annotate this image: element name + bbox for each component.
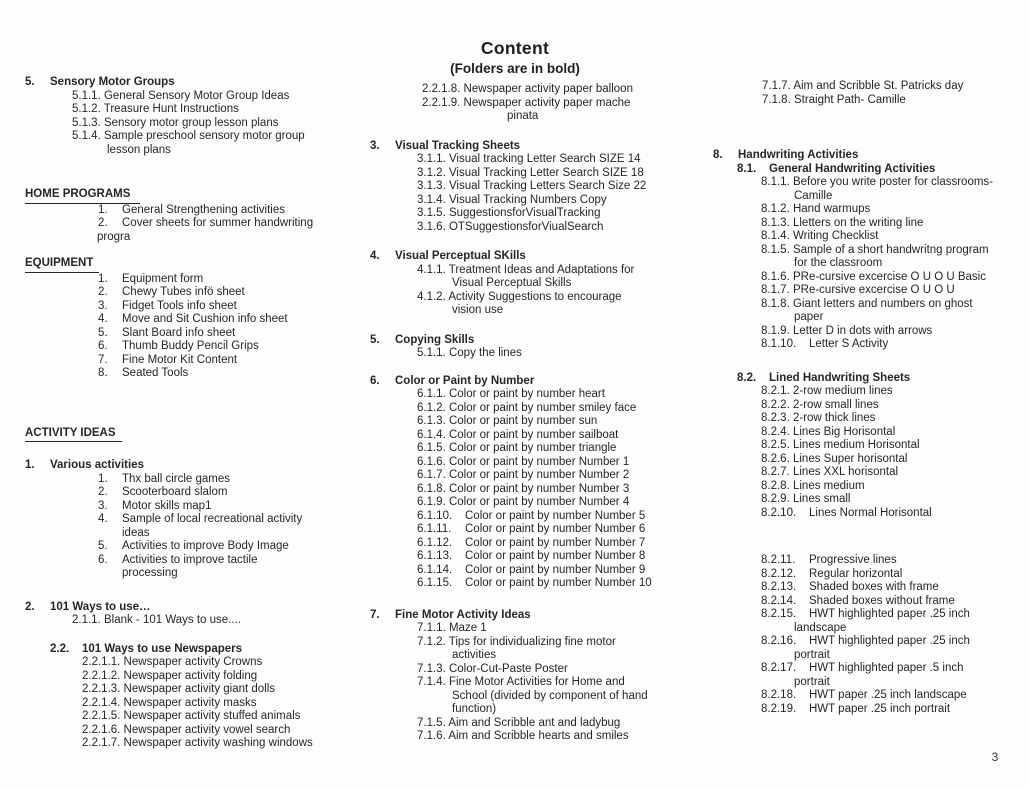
toc-line: 6.1.5. Color or paint by number triangle — [417, 442, 617, 454]
toc-line: 8.1.10. Letter S Activity — [761, 338, 889, 350]
toc-line: 8.2.1. 2-row medium lines — [761, 385, 893, 397]
toc-line: 7. Fine Motor Kit Content — [98, 353, 238, 366]
toc-line: 6.1.3. Color or paint by number sun — [417, 415, 598, 427]
toc-line: 6.1.15. Color or paint by number Number 10 — [417, 577, 652, 589]
toc-line: 4.1.2. Activity Suggestions to encourage — [417, 290, 622, 303]
toc-line: HOME PROGRAMS — [25, 188, 337, 204]
toc-line: 1. Various activities — [25, 459, 144, 471]
toc-line: activities — [452, 649, 497, 661]
toc-line: 5.1.2. Treasure Hunt Instructions — [72, 103, 239, 115]
toc-line: 6.1.7. Color or paint by number Number 2 — [417, 469, 630, 481]
toc-line: 8.1.5. Sample of a short handwritng program — [761, 243, 989, 256]
toc-line: 2.2.1.1. Newspaper activity Crowns — [82, 656, 263, 668]
toc-line: 3.1.2. Visual Tracking Letter Search SIZE 18 — [417, 166, 644, 179]
toc-line: 5.1.1. Copy the lines — [417, 347, 522, 359]
toc-line: 3.1.1. Visual tracking Letter Search SIZE 14 — [417, 153, 641, 165]
toc-line: 8.1. General Handwriting Activities — [737, 162, 936, 175]
toc-line: 3.1.5. SuggestionsforVisualTracking — [417, 207, 601, 219]
toc-line: progra — [97, 230, 131, 243]
toc-line: processing — [122, 567, 178, 579]
toc-line: 8. Handwriting Activities — [713, 149, 859, 161]
toc-line: 7.1.3. Color-Cut-Paste Poster — [417, 662, 568, 675]
toc-line: 2. 101 Ways to use… — [25, 600, 151, 613]
toc-line: lesson plans — [107, 143, 171, 156]
toc-line: 3. Fidget Tools info sheet — [98, 299, 237, 312]
toc-line: 3. Visual Tracking Sheets — [370, 139, 521, 152]
toc-line: 5.1.3. Sensory motor group lesson plans — [72, 116, 279, 129]
toc-line: 1. Thx ball circle games — [98, 472, 231, 485]
toc-line: 6. Color or Paint by Number — [370, 374, 535, 387]
toc-line: 8.2.6. Lines Super horisontal — [761, 452, 908, 465]
toc-line: 1. General Strengthening activities — [98, 203, 286, 216]
toc-line: 7.1.7. Aim and Scribble St. Patricks day — [762, 80, 964, 92]
toc-line: 7.1.8. Straight Path- Camille — [762, 93, 906, 106]
toc-line: 6.1.12. Color or paint by number Number 7 — [417, 536, 646, 549]
toc-line: 4. Sample of local recreational activity — [98, 513, 303, 525]
toc-line: 3.1.3. Visual Tracking Letters Search Size 22 — [417, 180, 647, 192]
toc-line: 2.2. 101 Ways to use Newspapers — [50, 642, 243, 655]
toc-line: School (divided by component of hand — [452, 689, 648, 702]
toc-line: ACTIVITY IDEAS — [25, 427, 337, 443]
toc-line: 8.1.8. Giant letters and numbers on ghost — [761, 297, 973, 310]
toc-line: 8.2.18. HWT paper .25 inch landscape — [761, 689, 967, 701]
toc-line: 5. Copying Skills — [370, 333, 475, 346]
toc-line: 8.2.4. Lines Big Horisontal — [761, 425, 896, 438]
toc-line: 8.1.7. PRe-cursive excercise O U O U — [761, 284, 955, 296]
toc-line: 8.2.13. Shaded boxes with frame — [761, 581, 939, 593]
toc-line: for the classroom — [794, 257, 883, 269]
toc-line: 4. Move and Sit Cushion info sheet — [98, 313, 288, 325]
toc-line: 7.1.1. Maze 1 — [417, 622, 487, 634]
page-title: Content — [480, 38, 550, 58]
toc-line: 4.1.1. Treatment Ideas and Adaptations for — [417, 263, 635, 276]
toc-line: 8.2.12. Regular horizontal — [761, 567, 903, 580]
toc-line: 6. Thumb Buddy Pencil Grips — [98, 340, 259, 352]
toc-line: 8.2.19. HWT paper .25 inch portrait — [761, 702, 951, 715]
toc-line: 2.2.1.8. Newspaper activity paper balloon — [422, 83, 633, 95]
toc-line: 5.1.1. General Sensory Motor Group Ideas — [72, 89, 290, 102]
page-subtitle: (Folders are in bold) — [450, 61, 580, 76]
toc-line: 6.1.14. Color or paint by number Number 9 — [417, 563, 646, 576]
toc-line: 8.2.17. HWT highlighted paper .5 inch — [761, 662, 964, 674]
toc-line: 2.2.1.9. Newspaper activity paper mache — [422, 96, 631, 109]
toc-line: 8.1.1. Before you write poster for classrooms- — [761, 176, 994, 188]
toc-line: 8.2.3. 2-row thick lines — [761, 412, 876, 424]
toc-line: 8.1.2. Hand warmups — [761, 203, 871, 215]
toc-line: 8.2. Lined Handwriting Sheets — [737, 371, 911, 384]
toc-line: 7.1.2. Tips for individualizing fine motor — [417, 635, 616, 648]
toc-line: Camille — [794, 189, 833, 202]
toc-line: 8.2.2. 2-row small lines — [761, 398, 879, 411]
toc-line: function) — [452, 703, 497, 715]
toc-line: 6.1.8. Color or paint by number Number 3 — [417, 482, 630, 495]
toc-line: pinata — [507, 110, 539, 122]
toc-line: 8.2.9. Lines small — [761, 493, 851, 505]
toc-line: 8.1.9. Letter D in dots with arrows — [761, 324, 933, 337]
toc-line: 5.1.4. Sample preschool sensory motor group — [72, 130, 305, 142]
toc-line: 2.2.1.3. Newspaper activity giant dolls — [82, 683, 276, 695]
toc-line: 6.1.6. Color or paint by number Number 1 — [417, 455, 630, 468]
toc-line: 5. Slant Board info sheet — [98, 326, 236, 339]
toc-line: portrait — [794, 648, 830, 661]
toc-line: 3.1.6. OTSuggestionsforViualSearch — [417, 220, 604, 233]
toc-line: 8.1.3. Lletters on the writing line — [761, 216, 924, 229]
toc-line: 3.1.4. Visual Tracking Numbers Copy — [417, 193, 607, 206]
toc-line: 2.2.1.4. Newspaper activity masks — [82, 696, 257, 709]
toc-line: 8.1.6. PRe-cursive excercise O U O U Basic — [761, 270, 986, 283]
toc-line: landscape — [794, 621, 847, 634]
toc-line: 6. Activities to improve tactile — [98, 553, 258, 566]
toc-line: 2.2.1.7. Newspaper activity washing windows — [82, 737, 313, 749]
page-number: 3 — [991, 750, 999, 764]
toc-column-left — [25, 76, 337, 751]
toc-line: 8.1.4. Writing Checklist — [761, 230, 879, 242]
toc-line: 2. Chewy Tubes infö sheet — [98, 286, 245, 298]
toc-column-middle — [340, 83, 690, 744]
toc-line: 8. Seated Tools — [98, 367, 189, 379]
toc-line: 6.1.1. Color or paint by number heart — [417, 388, 605, 400]
toc-line: 8.2.10. Lines Normal Horisontal — [761, 506, 932, 519]
toc-line: 3. Motor skills map1 — [98, 499, 212, 512]
toc-line: 4. Visual Perceptual SKills — [370, 250, 526, 262]
toc-line: EQUIPMENT — [25, 257, 337, 273]
toc-line: 6.1.13. Color or paint by number Number 8 — [417, 550, 646, 562]
toc-line: 8.2.14. Shaded boxes without frame — [761, 594, 955, 607]
toc-line: 8.2.11. Progressive lines — [761, 554, 897, 566]
toc-line: paper — [794, 311, 824, 323]
toc-column-right — [690, 80, 1025, 716]
toc-line: 6.1.11. Color or paint by number Number 6 — [417, 523, 646, 535]
toc-line: 7.1.4. Fine Motor Activities for Home and — [417, 676, 625, 688]
toc-line: 7. Fine Motor Activity Ideas — [370, 608, 531, 621]
toc-line: ideas — [122, 526, 150, 539]
toc-line: 8.2.5. Lines medium Horisontal — [761, 439, 920, 451]
toc-line: vision use — [452, 304, 504, 316]
toc-line: 6.1.10. Color or paint by number Number 5 — [417, 509, 646, 522]
toc-line: 2.2.1.5. Newspaper activity stuffed animals — [82, 710, 301, 722]
toc-line: Visual Perceptual Skills — [452, 277, 572, 289]
toc-line: 6.1.4. Color or paint by number sailboat — [417, 428, 619, 441]
toc-line: 2.1.1. Blank - 101 Ways to use.... — [72, 614, 241, 626]
toc-line: portrait — [794, 675, 830, 688]
toc-line: 6.1.9. Color or paint by number Number 4 — [417, 496, 630, 508]
toc-line: 2.2.1.6. Newspaper activity vowel search — [82, 723, 291, 736]
toc-line: 6.1.2. Color or paint by number smiley face — [417, 401, 637, 414]
toc-line: 8.2.7. Lines XXL horisontal — [761, 466, 899, 478]
toc-line: 2. Scooterboard slalom — [98, 486, 228, 498]
toc-line: 8.2.16. HWT highlighted paper .25 inch — [761, 635, 970, 647]
toc-line: 2.2.1.2. Newspaper activity folding — [82, 669, 258, 682]
toc-line: 7.1.5. Aim and Scribble ant and ladybug — [417, 716, 621, 729]
toc-line: 7.1.6. Aim and Scribble hearts and smiles — [417, 730, 629, 742]
toc-line: 5. Activities to improve Body Image — [98, 540, 289, 552]
toc-line: 2. Cover sheets for summer handwriting — [98, 217, 314, 229]
toc-line: 1. Equipment form — [98, 272, 204, 285]
toc-line: 5. Sensory Motor Groups — [25, 76, 175, 88]
toc-line: 8.2.8. Lines medium — [761, 479, 865, 492]
toc-line: 8.2.15. HWT highlighted paper .25 inch — [761, 608, 970, 620]
